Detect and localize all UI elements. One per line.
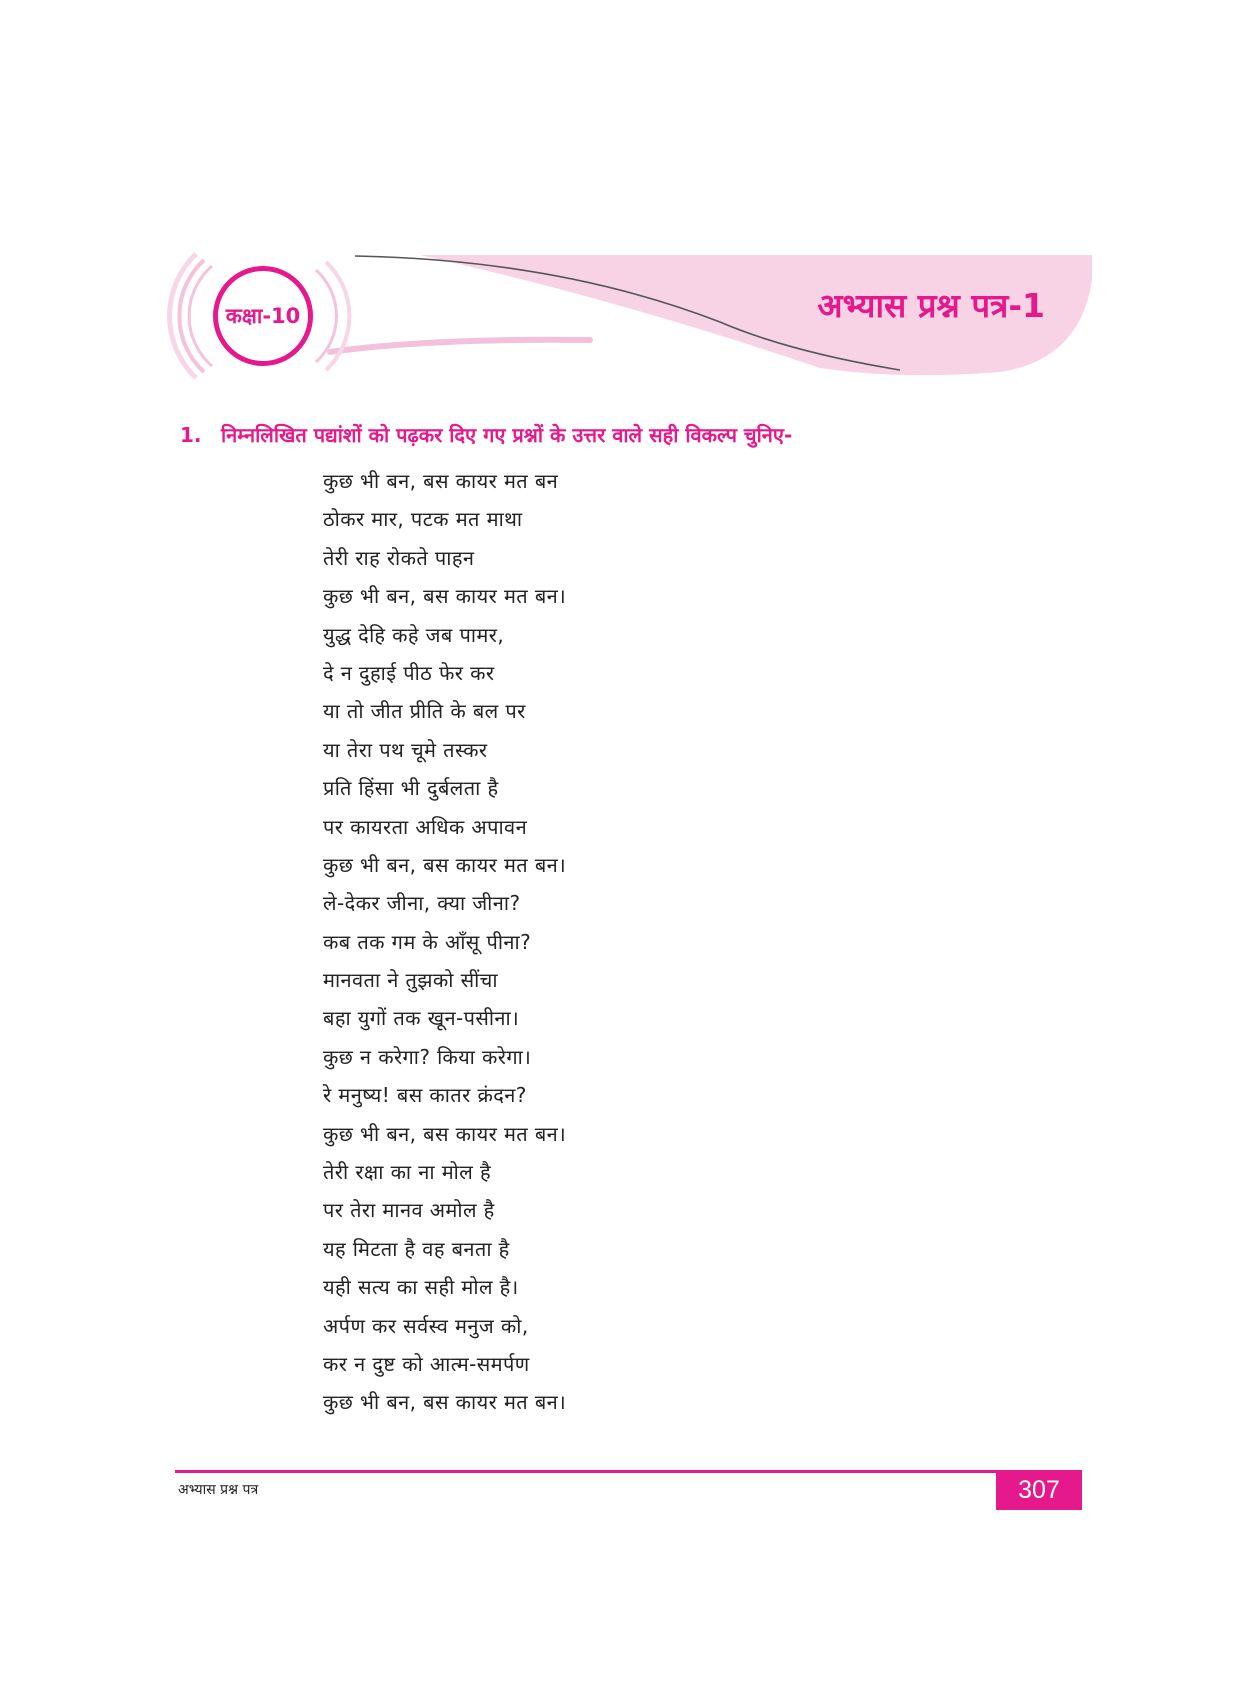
footer-label: अभ्यास प्रश्न पत्र <box>178 1482 259 1498</box>
poem-line: कुछ भी बन, बस कायर मत बन। <box>323 1121 567 1146</box>
page-title: अभ्यास प्रश्न पत्र-1 <box>817 286 1045 325</box>
poem-line: कब तक गम के आँसू पीना? <box>323 929 532 954</box>
poem-line: तेरी राह रोकते पाहन <box>323 545 475 570</box>
poem-line: कुछ न करेगा? किया करेगा। <box>323 1044 532 1069</box>
class-label: कक्षा-10 <box>225 304 301 328</box>
question-number: 1. <box>180 423 202 447</box>
ring-arc-4 <box>316 270 336 362</box>
poem-line: प्रति हिंसा भी दुर्बलता है <box>323 776 499 801</box>
poem-line: पर तेरा मानव अमोल है <box>323 1198 495 1223</box>
poem-line: कुछ भी बन, बस कायर मत बन। <box>323 584 567 609</box>
poem-line: युद्ध देहि कहे जब पामर, <box>323 622 505 647</box>
poem-line: कुछ भी बन, बस कायर मत बन। <box>323 852 567 877</box>
footer-rule <box>175 1470 1080 1473</box>
poem-line: रे मनुष्य! बस कातर क्रंदन? <box>323 1083 527 1108</box>
poem-line: कर न दुष्ट को आत्म-समर्पण <box>323 1351 530 1376</box>
question-1 <box>180 421 792 448</box>
poem-line: दे न दुहाई पीठ फेर कर <box>323 660 495 685</box>
poem-line: ठोकर मार, पटक मत माथा <box>323 507 523 532</box>
poem <box>323 462 566 1422</box>
page-number: 307 <box>996 1470 1082 1510</box>
poem-line: यह मिटता है वह बनता है <box>323 1236 510 1261</box>
class-badge <box>213 266 313 366</box>
poem-line: अर्पण कर सर्वस्व मनुज को, <box>323 1313 529 1338</box>
poem-line: या तेरा पथ चूमे तस्कर <box>323 737 488 762</box>
swoosh-shadow <box>330 340 590 352</box>
poem-line: या तो जीत प्रीति के बल पर <box>323 699 526 724</box>
poem-line: कुछ भी बन, बस कायर मत बन <box>323 469 559 493</box>
poem-line: मानवता ने तुझको सींचा <box>323 968 498 993</box>
poem-line: कुछ भी बन, बस कायर मत बन। <box>323 1390 567 1415</box>
question-text: निम्नलिखित पद्यांशों को पढ़कर दिए गए प्रश्नों के उत्तर वाले सही विकल्प चुनिए- <box>220 423 793 447</box>
poem-line: बहा युगों तक खून-पसीना। <box>323 1006 520 1031</box>
poem-line: यही सत्य का सही मोल है। <box>323 1275 519 1300</box>
poem-line: तेरी रक्षा का ना मोल है <box>323 1160 491 1185</box>
header-decoration <box>0 0 1260 380</box>
poem-line: ले-देकर जीना, क्या जीना? <box>323 891 521 916</box>
ring-arc-1 <box>189 266 212 366</box>
poem-line: पर कायरता अधिक अपावन <box>323 814 528 839</box>
